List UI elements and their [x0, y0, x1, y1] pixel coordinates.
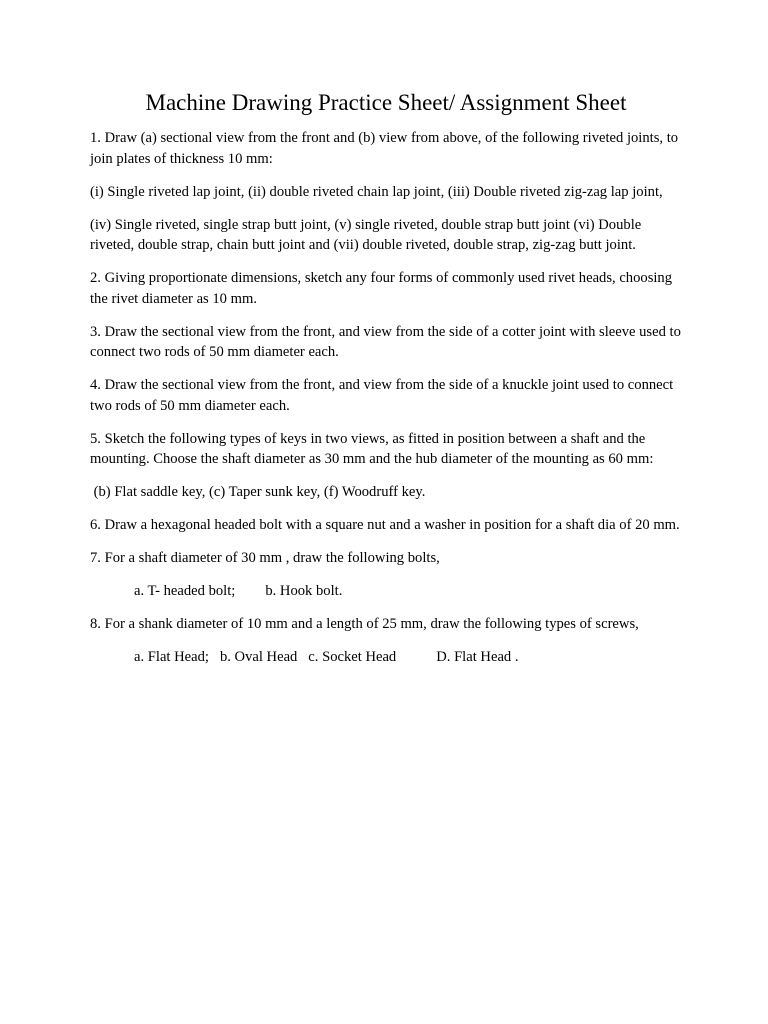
question-5-keys: (b) Flat saddle key, (c) Taper sunk key, (f) Woodruff key.	[90, 484, 426, 500]
question-5: 5. Sketch the following types of keys in two views, as fitted in position between a shaft and the mounting. Choose the shaft diameter as 30 mm and the hub diameter of the mounting as 60 mm:	[90, 430, 654, 467]
screw-option-c: c. Socket Head	[308, 649, 397, 665]
screw-option-b: b. Oval Head	[219, 649, 298, 665]
question-1: 1. Draw (a) sectional view from the front and (b) view from above, of the following riveted joints, to join plates of thickness 10 mm:	[90, 130, 679, 167]
question-4: 4. Draw the sectional view from the front, and view from the side of a knuckle joint used to connect two rods of 50 mm diameter each.	[90, 377, 674, 414]
question-8: 8. For a shank diameter of 10 mm and a length of 25 mm, draw the following types of screws,	[90, 616, 639, 632]
question-1-joints-part-1: (i) Single riveted lap joint, (ii) double riveted chain lap joint, (iii) Double riveted zig-zag lap joint,	[90, 183, 663, 200]
question-1-joints-part-2: (iv) Single riveted, single strap butt joint, (v) single riveted, double strap butt joint (vi) Double riveted, double strap, chain butt joint and (vii) double riveted, double strap, zig-zag butt joint.	[90, 216, 642, 253]
question-3: 3. Draw the sectional view from the front, and view from the side of a cotter joint with sleeve used to connect two rods of 50 mm diameter each.	[90, 323, 681, 360]
question-2: 2. Giving proportionate dimensions, sketch any four forms of commonly used rivet heads, choosing the rivet diameter as 10 mm.	[90, 270, 673, 307]
bolt-option-a: a. T- headed bolt;	[134, 583, 236, 599]
question-6: 6. Draw a hexagonal headed bolt with a square nut and a washer in position for a shaft dia of 20 mm.	[90, 517, 680, 533]
screw-option-d: D. Flat Head .	[436, 649, 519, 665]
question-7: 7. For a shaft diameter of 30 mm , draw the following bolts,	[90, 550, 440, 566]
question-8-screw-list	[90, 647, 682, 668]
page-title: Machine Drawing Practice Sheet/ Assignment Sheet	[145, 90, 627, 115]
question-7-bolt-list	[90, 581, 682, 602]
screw-option-a: a. Flat Head;	[134, 649, 209, 665]
bolt-option-b: b. Hook bolt.	[265, 583, 343, 599]
